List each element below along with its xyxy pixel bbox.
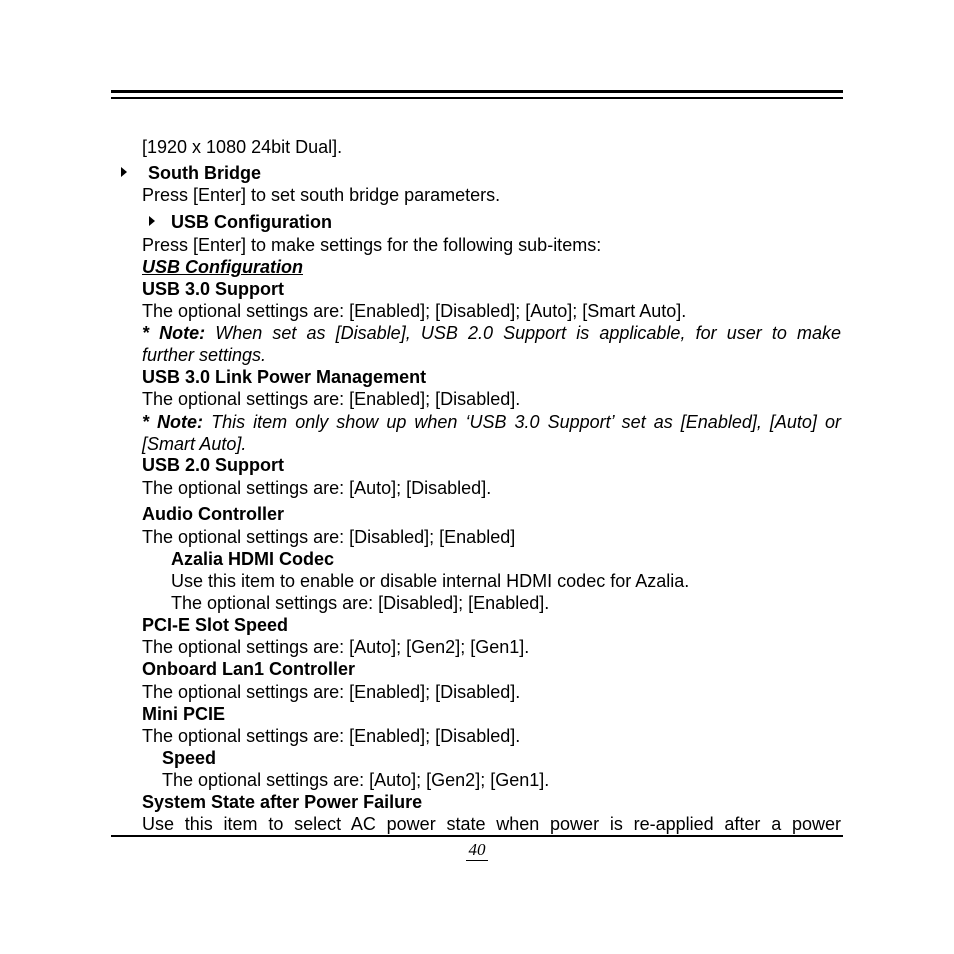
pcie-title: PCI-E Slot Speed (142, 615, 289, 635)
power-title: System State after Power Failure (142, 792, 423, 812)
triangle-right-icon (149, 216, 155, 226)
usb30-lpm-note-text: This item only show up when ‘USB 3.0 Support’ set as [Enabled], [Auto] or (211, 412, 841, 432)
audio-title: Audio Controller (142, 504, 284, 524)
south-bridge-desc: Press [Enter] to set south bridge parameters. (142, 185, 501, 205)
header-rule-thin (111, 97, 843, 99)
speed-desc: The optional settings are: [Auto]; [Gen2]; [Gen1]. (162, 770, 550, 790)
azalia-desc2: The optional settings are: [Disabled]; [Enabled]. (171, 593, 550, 613)
usb30-lpm-note-line1 (142, 411, 841, 433)
usb30-note-line2: further settings. (142, 345, 267, 365)
usb30-lpm-desc: The optional settings are: [Enabled]; [Disabled]. (142, 389, 521, 409)
minipcie-title: Mini PCIE (142, 704, 226, 724)
usb30-note-line1 (142, 322, 841, 344)
pcie-desc: The optional settings are: [Auto]; [Gen2]; [Gen1]. (142, 637, 530, 657)
note-prefix: * Note: (142, 412, 204, 432)
usb20-title: USB 2.0 Support (142, 455, 285, 475)
azalia-desc1: Use this item to enable or disable internal HDMI codec for Azalia. (171, 571, 690, 591)
usb-config-desc: Press [Enter] to make settings for the following sub-items: (142, 235, 602, 255)
usb-config-heading: USB Configuration (142, 257, 303, 277)
usb30-desc: The optional settings are: [Enabled]; [Disabled]; [Auto]; [Smart Auto]. (142, 301, 687, 321)
resolution-tail: [1920 x 1080 24bit Dual]. (142, 137, 343, 157)
usb-config-title: USB Configuration (171, 212, 332, 232)
usb20-desc: The optional settings are: [Auto]; [Disabled]. (142, 478, 492, 498)
usb30-lpm-note-line2: [Smart Auto]. (142, 434, 247, 454)
triangle-right-icon (121, 167, 127, 177)
usb30-lpm-title: USB 3.0 Link Power Management (142, 367, 427, 387)
power-desc: Use this item to select AC power state when power is re-applied after a power (142, 814, 841, 834)
azalia-title: Azalia HDMI Codec (171, 549, 335, 569)
usb30-note-text: When set as [Disable], USB 2.0 Support is applicable, for user to make (215, 323, 841, 343)
minipcie-desc: The optional settings are: [Enabled]; [Disabled]. (142, 726, 521, 746)
header-rule-thick (111, 90, 843, 93)
lan-desc: The optional settings are: [Enabled]; [Disabled]. (142, 682, 521, 702)
footer-rule (111, 835, 843, 837)
speed-title: Speed (162, 748, 217, 768)
audio-desc: The optional settings are: [Disabled]; [Enabled] (142, 527, 516, 547)
note-prefix: * Note: (142, 323, 206, 343)
lan-title: Onboard Lan1 Controller (142, 659, 356, 679)
south-bridge-title: South Bridge (148, 163, 261, 183)
usb30-title: USB 3.0 Support (142, 279, 285, 299)
page-number: 40 (466, 840, 488, 861)
